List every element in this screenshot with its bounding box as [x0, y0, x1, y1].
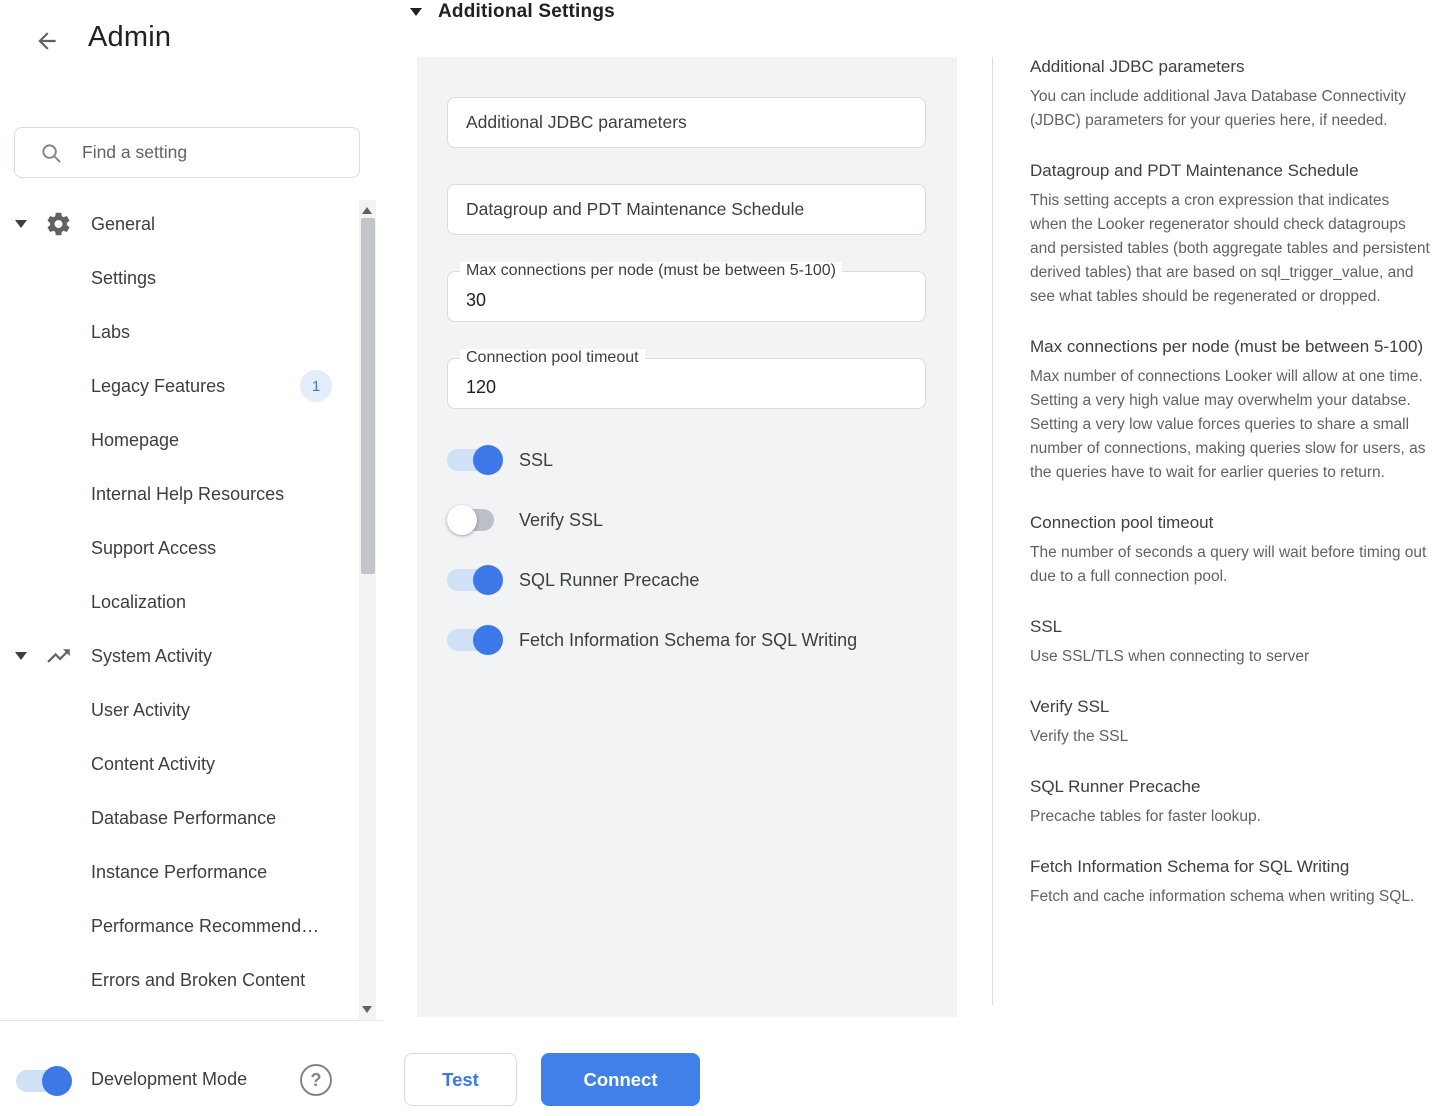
- sidebar-item-label: Homepage: [91, 429, 180, 450]
- field-label: Connection pool timeout: [460, 349, 645, 367]
- help-section-title: Additional JDBC parameters: [1030, 57, 1245, 76]
- scroll-up-icon[interactable]: [362, 207, 372, 214]
- help-divider: [992, 57, 993, 1005]
- help-section-title: SQL Runner Precache: [1030, 777, 1201, 796]
- ssl-toggle-row: [447, 445, 926, 475]
- sidebar-item-internal-help-resources[interactable]: [0, 467, 358, 521]
- sidebar: [0, 0, 390, 1116]
- fetch-information-schema-for-sql-writing-toggle[interactable]: [447, 625, 503, 655]
- ssl-toggle[interactable]: [447, 445, 503, 475]
- sidebar-item-errors-and-broken-content[interactable]: [0, 953, 358, 1007]
- help-section-verify-ssl: [1030, 695, 1430, 749]
- sidebar-item-label: Instance Performance: [91, 861, 268, 882]
- help-section-fetch-information-schema-for-sql-writing: [1030, 855, 1430, 909]
- max-connections-per-node-must-be-between-5-100-field: [447, 262, 926, 322]
- verify-ssl-toggle[interactable]: [447, 505, 503, 535]
- toggle-knob: [473, 565, 503, 595]
- help-section-title: Verify SSL: [1030, 697, 1110, 716]
- back-arrow-icon[interactable]: [34, 28, 62, 56]
- scroll-down-icon[interactable]: [362, 1006, 372, 1013]
- sidebar-item-settings[interactable]: [0, 251, 358, 305]
- help-section-title: SSL: [1030, 617, 1063, 636]
- datagroup-and-pdt-maintenance-schedule-input[interactable]: [447, 184, 926, 235]
- sql-runner-precache-toggle-row: [447, 565, 926, 595]
- connect-button[interactable]: Connect: [541, 1053, 700, 1106]
- sidebar-item-label: Settings: [91, 267, 157, 288]
- sidebar-item-homepage[interactable]: [0, 413, 358, 467]
- help-icon[interactable]: ?: [300, 1064, 332, 1096]
- sidebar-item-database-performance[interactable]: [0, 791, 358, 845]
- sidebar-item-performance-recommend[interactable]: [0, 899, 358, 953]
- help-section-body: The number of seconds a query will wait before timing out due to a full connection pool.: [1030, 544, 1427, 585]
- settings-panel: [417, 57, 957, 1017]
- help-section-title: Fetch Information Schema for SQL Writing: [1030, 857, 1350, 876]
- trending-up-icon: [45, 643, 72, 670]
- additional-settings-header[interactable]: [410, 1, 615, 23]
- sidebar-item-label: General: [91, 213, 156, 234]
- help-section-body: Max number of connections Looker will allow at one time. Setting a very high value may overwhelm your databse. Setting a very low value forces queries to share a small number of connections, making queries slow for users, as the queries have to wait for earlier queries to return.: [1030, 368, 1426, 481]
- toggle-knob: [473, 625, 503, 655]
- sidebar-item-label: Database Performance: [91, 807, 277, 828]
- caret-down-icon[interactable]: [15, 220, 27, 228]
- help-panel: [1030, 55, 1430, 935]
- caret-down-icon[interactable]: [410, 8, 422, 16]
- sidebar-item-label: User Activity: [91, 699, 191, 720]
- gear-icon: [45, 211, 72, 238]
- help-section-title: Datagroup and PDT Maintenance Schedule: [1030, 161, 1359, 180]
- help-section-body: Use SSL/TLS when connecting to server: [1030, 648, 1310, 665]
- sidebar-item-label: Internal Help Resources: [91, 483, 285, 504]
- toggles-group: [447, 445, 926, 655]
- sidebar-item-general[interactable]: [0, 197, 358, 251]
- help-section-additional-jdbc-parameters: [1030, 55, 1430, 133]
- scrollbar-thumb[interactable]: [361, 218, 375, 574]
- sidebar-item-labs[interactable]: [0, 305, 358, 359]
- sidebar-item-system-activity[interactable]: [0, 629, 358, 683]
- help-section-body: Fetch and cache information schema when writing SQL.: [1030, 888, 1415, 905]
- page-title: Admin: [88, 21, 172, 53]
- help-section-sql-runner-precache: [1030, 775, 1430, 829]
- sidebar-item-label: Legacy Features: [91, 375, 226, 396]
- sidebar-item-instance-performance[interactable]: [0, 845, 358, 899]
- max-connections-per-node-must-be-between-5-100-input[interactable]: [448, 272, 925, 321]
- sidebar-item-label: Content Activity: [91, 753, 216, 774]
- sidebar-item-label: Performance Recommend…: [91, 915, 320, 936]
- connection-pool-timeout-input[interactable]: [448, 359, 925, 408]
- help-section-body: This setting accepts a cron expression that indicates when the Looker regenerator should check datagroups and persisted tables (both aggregate tables and persistent derived tables) that are based on sql_trigger_value, and see what tables should be regenerated or dropped.: [1030, 192, 1430, 305]
- sidebar-scrollbar[interactable]: [359, 200, 376, 1020]
- additional-jdbc-parameters-input[interactable]: [447, 97, 926, 148]
- sidebar-item-legacy-features[interactable]: [0, 359, 358, 413]
- search-box: [14, 127, 360, 178]
- section-title: Additional Settings: [438, 1, 615, 22]
- fetch-information-schema-for-sql-writing-toggle-row: [447, 625, 926, 655]
- toggle-label: Fetch Information Schema for SQL Writing: [519, 629, 858, 650]
- toggle-label: SQL Runner Precache: [519, 569, 700, 590]
- fields-group: [447, 97, 926, 409]
- verify-ssl-toggle-row: [447, 505, 926, 535]
- help-section-max-connections-per-node-must-be-between-5-100: [1030, 335, 1430, 485]
- help-section-ssl: [1030, 615, 1430, 669]
- help-section-body: You can include additional Java Database Connectivity (JDBC) parameters for your queries here, if needed.: [1030, 88, 1406, 129]
- toggle-label: Verify SSL: [519, 509, 604, 530]
- help-section-body: Precache tables for faster lookup.: [1030, 808, 1261, 825]
- help-section-title: Max connections per node (must be between 5-100): [1030, 337, 1424, 356]
- help-section-body: Verify the SSL: [1030, 728, 1129, 745]
- help-section-datagroup-and-pdt-maintenance-schedule: [1030, 159, 1430, 309]
- development-mode-label: Development Mode: [91, 1069, 248, 1089]
- sidebar-item-label: Localization: [91, 591, 187, 612]
- field-label: Max connections per node (must be between 5-100): [460, 262, 842, 280]
- sidebar-item-support-access[interactable]: [0, 521, 358, 575]
- toggle-label: SSL: [519, 449, 554, 470]
- test-button[interactable]: Test: [404, 1053, 517, 1106]
- sql-runner-precache-toggle[interactable]: [447, 565, 503, 595]
- toggle-knob: [42, 1066, 72, 1096]
- sidebar-item-label: Labs: [91, 321, 131, 342]
- toggle-knob: [473, 445, 503, 475]
- toggle-knob: [447, 505, 477, 535]
- help-section-title: Connection pool timeout: [1030, 513, 1214, 532]
- sidebar-item-label: System Activity: [91, 645, 213, 666]
- connection-pool-timeout-field: [447, 349, 926, 409]
- sidebar-item-user-activity[interactable]: [0, 683, 358, 737]
- search-input[interactable]: [15, 128, 359, 177]
- caret-down-icon[interactable]: [15, 652, 27, 660]
- sidebar-item-label: Support Access: [91, 537, 217, 558]
- help-section-connection-pool-timeout: [1030, 511, 1430, 589]
- sidebar-item-content-activity[interactable]: [0, 737, 358, 791]
- development-mode-toggle[interactable]: [16, 1066, 72, 1096]
- sidebar-footer-divider: [0, 1020, 383, 1021]
- sidebar-nav: [0, 197, 358, 1007]
- count-badge: 1: [300, 370, 332, 402]
- sidebar-item-localization[interactable]: [0, 575, 358, 629]
- sidebar-item-label: Errors and Broken Content: [91, 969, 306, 990]
